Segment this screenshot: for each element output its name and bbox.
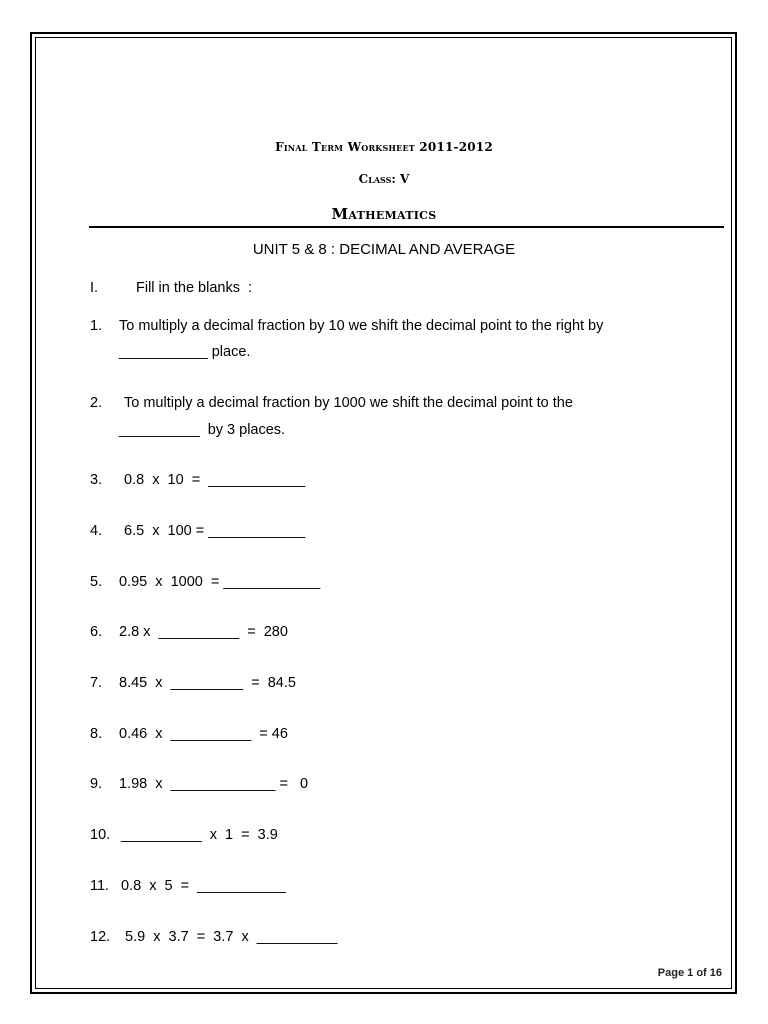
question-text: 5.9 x 3.7 = 3.7 x __________: [125, 929, 338, 945]
unit-heading: UNIT 5 & 8 : DECIMAL AND AVERAGE: [252, 241, 516, 258]
question-number: 5.: [90, 574, 103, 590]
section-number: I.: [90, 280, 99, 296]
question-number: 7.: [90, 675, 103, 691]
question-text: To multiply a decimal fraction by 1000 we shift the decimal point to the: [124, 395, 573, 411]
question-1-line-2: ___________ place.: [119, 344, 251, 360]
question-number: 6.: [90, 624, 103, 640]
section-heading: [90, 280, 252, 296]
question-9: [90, 776, 308, 792]
question-8: [90, 726, 288, 742]
question-text: __________ x 1 = 3.9: [121, 827, 278, 843]
question-text: 6.5 x 100 = ____________: [124, 523, 306, 539]
question-text: 0.8 x 5 = ___________: [121, 878, 286, 894]
page-number: Page 1 of 16: [657, 967, 722, 979]
question-text: 1.98 x _____________ = 0: [119, 776, 309, 792]
question-number: 2.: [90, 395, 103, 411]
subject-title: Mathematics: [331, 205, 437, 223]
question-text: 8.45 x _________ = 84.5: [119, 675, 296, 691]
header-divider: [89, 226, 724, 228]
question-4: [90, 523, 305, 539]
worksheet-title: Final Term Worksheet 2011-2012: [275, 140, 493, 154]
question-number: 8.: [90, 726, 103, 742]
question-text: To multiply a decimal fraction by 10 we shift the decimal point to the right by: [119, 318, 604, 334]
question-number: 3.: [90, 472, 103, 488]
question-number: 1.: [90, 318, 103, 334]
question-11: [90, 878, 286, 894]
section-heading-text: Fill in the blanks :: [136, 280, 253, 296]
question-text: 2.8 x __________ = 280: [119, 624, 288, 640]
question-text: 0.8 x 10 = ____________: [124, 472, 306, 488]
question-number: 4.: [90, 523, 103, 539]
question-12: [90, 929, 337, 945]
question-text: 0.95 x 1000 = ____________: [119, 574, 321, 590]
class-label: Class: V: [358, 172, 410, 186]
question-1: [90, 318, 603, 334]
question-text: 0.46 x __________ = 46: [119, 726, 288, 742]
question-2: [90, 395, 573, 411]
question-number: 11.: [90, 878, 110, 894]
question-number: 12.: [90, 929, 111, 945]
question-6: [90, 624, 288, 640]
question-number: 9.: [90, 776, 103, 792]
question-2-line-2: __________ by 3 places.: [119, 422, 286, 438]
question-5: [90, 574, 320, 590]
question-3: [90, 472, 305, 488]
question-10: [90, 827, 278, 843]
question-number: 10.: [90, 827, 111, 843]
question-7: [90, 675, 296, 691]
